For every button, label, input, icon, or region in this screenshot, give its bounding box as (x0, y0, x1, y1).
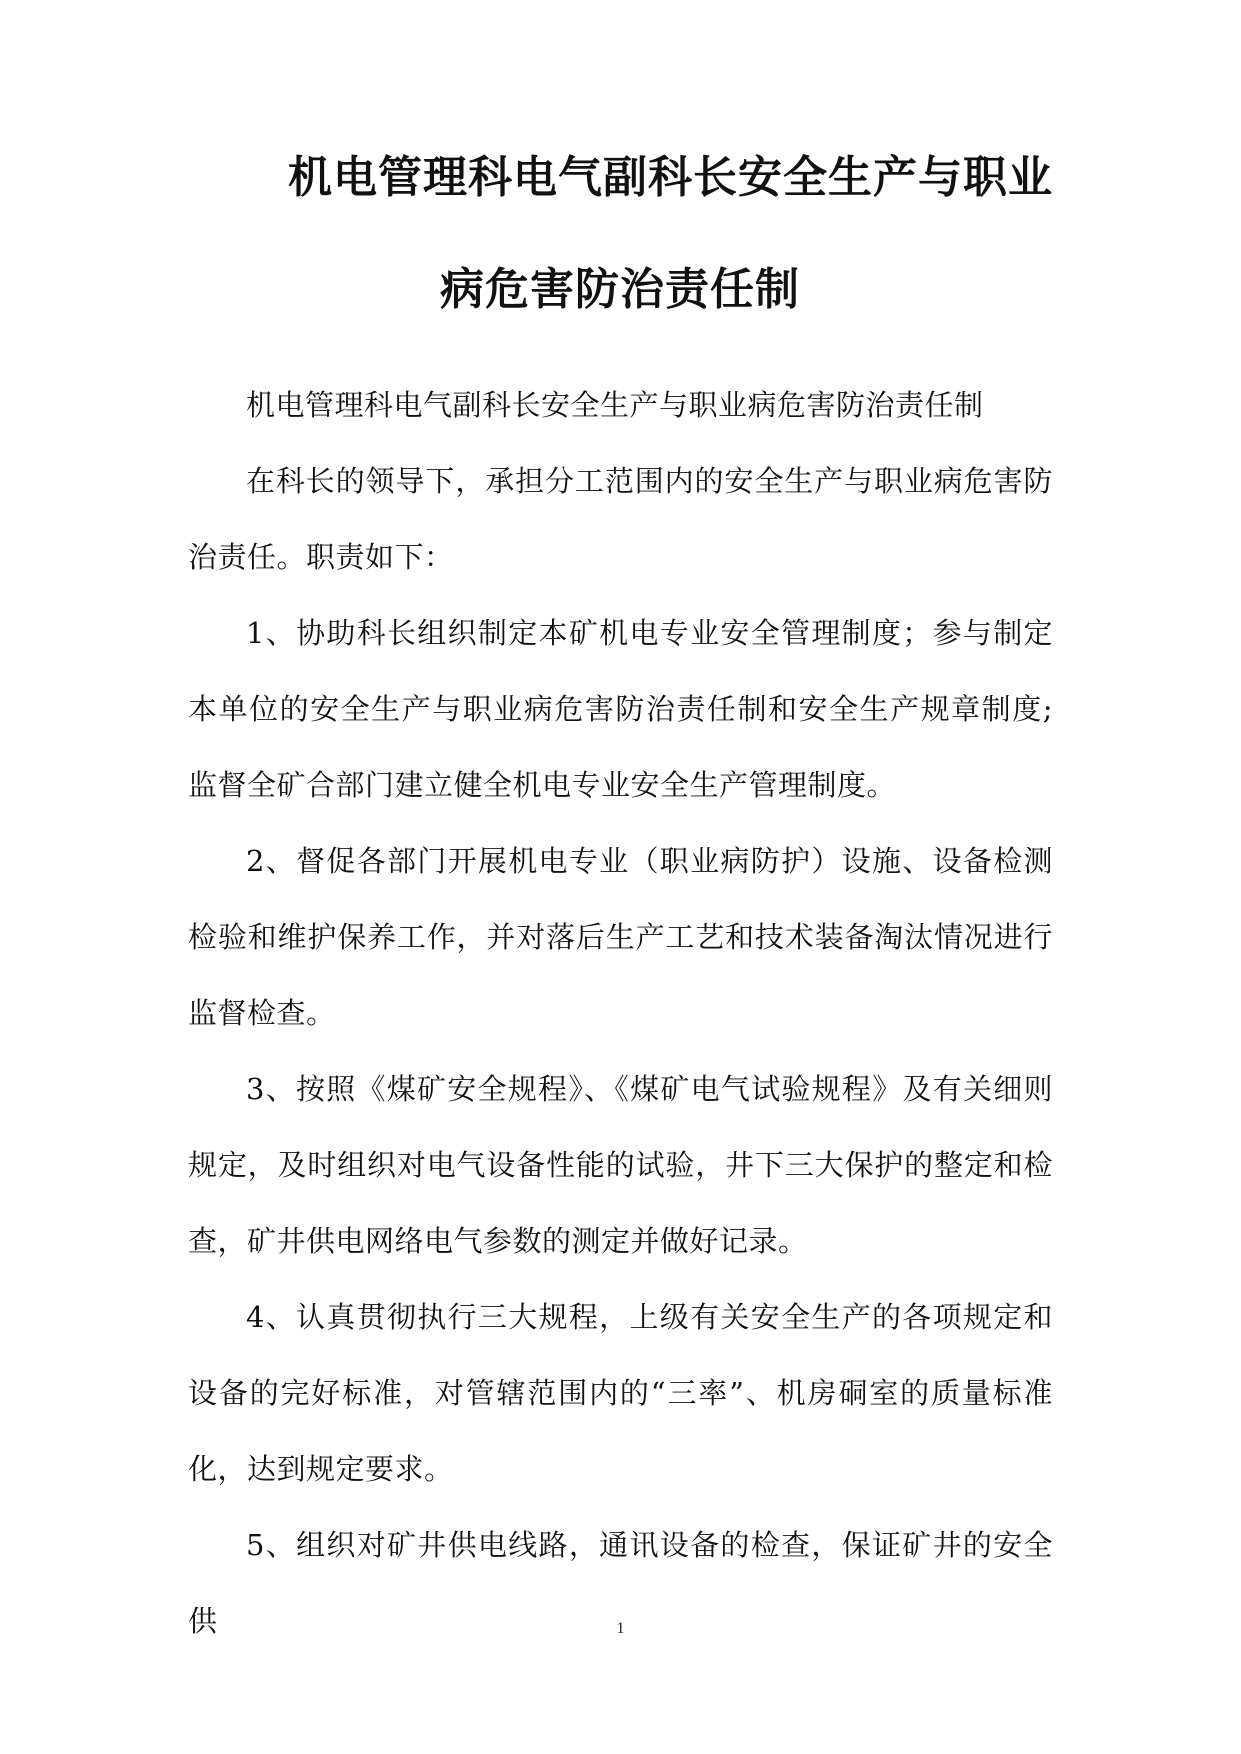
document-body (188, 367, 1053, 1659)
paragraph-item-5: 5、组织对矿井供电线路，通讯设备的检查，保证矿井的安全供 (188, 1528, 1053, 1638)
paragraph-intro: 在科长的领导下，承担分工范围内的安全生产与职业病危害防治责任。职责如下： (188, 464, 1053, 574)
page-number: 1 (616, 1620, 625, 1637)
paragraph-item-4: 4、认真贯彻执行三大规程，上级有关安全生产的各项规定和设备的完好标准，对管辖范围内的“三率”、机房硐室的质量标准化，达到规定要求。 (188, 1300, 1053, 1486)
paragraph-item-2: 2、督促各部门开展机电专业（职业病防护）设施、设备检测检验和维护保养工作，并对落后生产工艺和技术装备淘汰情况进行监督检查。 (188, 844, 1053, 1030)
paragraph-item-3: 3、按照《煤矿安全规程》、《煤矿电气试验规程》及有关细则规定，及时组织对电气设备性能的试验，井下三大保护的整定和检查，矿井供电网络电气参数的测定并做好记录。 (188, 1072, 1053, 1258)
paragraph-heading: 机电管理科电气副科长安全生产与职业病危害防治责任制 (246, 388, 984, 422)
paragraph-item-1: 1、协助科长组织制定本矿机电专业安全管理制度；参与制定本单位的安全生产与职业病危害防治责任制和安全生产规章制度;监督全矿合部门建立健全机电专业安全生产管理制度。 (188, 616, 1053, 802)
document-title-line-2: 病危害防治责任制 (440, 264, 800, 315)
document-title-line-1: 机电管理科电气副科长安全生产与职业 (288, 152, 1053, 203)
